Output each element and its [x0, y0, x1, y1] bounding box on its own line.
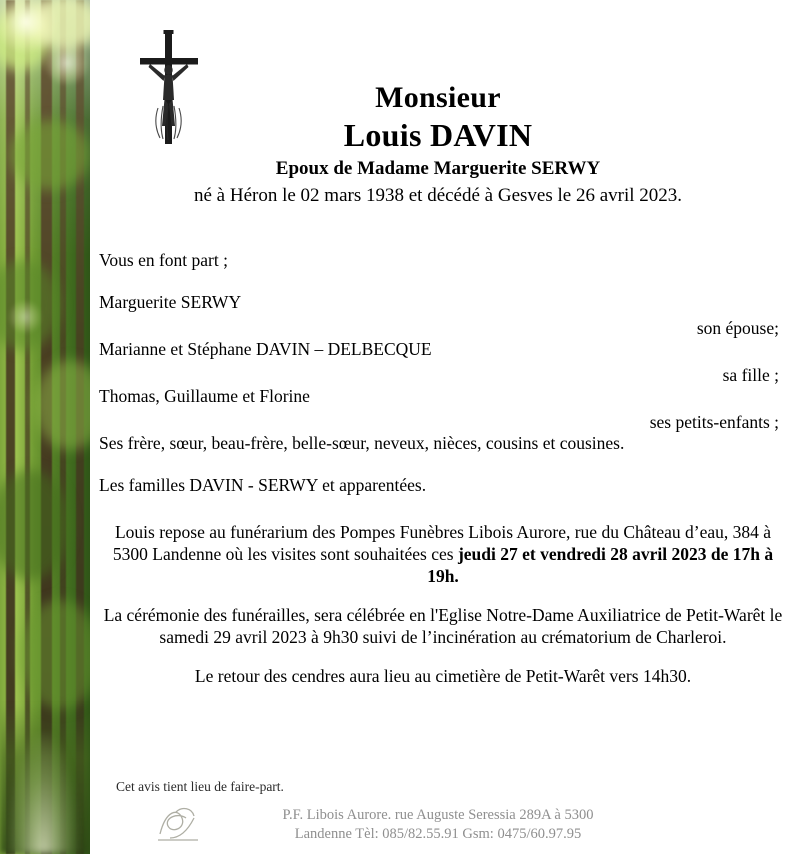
company-line-1: P.F. Libois Aurore. rue Auguste Seressia 289A à 5300 — [282, 807, 594, 823]
ceremony-paragraph: La cérémonie des funérailles, sera célébrée en l'Eglise Notre-Dame Auxiliatrice de Petit-Warêt le samedi 29 avril 2023 à 9h30 suivi de l’incinération au crématorium de Charleroi. — [103, 605, 783, 647]
footer-company-info — [90, 806, 786, 854]
sunlight-glow — [8, 300, 42, 334]
family-entry-names: Marguerite SERWY — [99, 292, 242, 312]
notice-content — [90, 0, 786, 854]
birth-death-line: né à Héron le 02 mars 1938 et décédé à Gesves le 26 avril 2023. — [193, 185, 683, 206]
forest-photo-band — [0, 0, 90, 854]
repose-paragraph — [99, 521, 786, 587]
family-entry-names: Thomas, Guillaume et Florine — [99, 386, 310, 406]
title-block — [90, 80, 786, 209]
announcement-block — [99, 250, 779, 496]
siblings-line: Ses frère, sœur, beau-frère, belle-sœur, neveux, nièces, cousins et cousines. — [99, 433, 625, 453]
honorific: Monsieur — [375, 81, 501, 114]
service-details — [99, 521, 786, 687]
foliage-blob — [10, 120, 90, 190]
family-entry-names: Marianne et Stéphane DAVIN – DELBECQUE — [99, 339, 432, 359]
ashes-paragraph: Le retour des cendres aura lieu au cimetière de Petit-Warêt vers 14h30. — [194, 666, 692, 686]
footer-note: Cet avis tient lieu de faire-part. — [116, 779, 284, 794]
company-line-2: Landenne Tèl: 085/82.55.91 Gsm: 0475/60.97.95 — [294, 826, 582, 842]
repose-text: Louis repose au funérarium des Pompes Funèbres Libois Aurore, rue du Château d’eau, 384 à 5300 Landenne où les visites sont souhaitées ces — [112, 522, 772, 564]
foliage-blob — [20, 600, 90, 710]
family-entry-relation: son épouse; — [696, 318, 779, 338]
deceased-name: Louis DAVIN — [343, 117, 533, 153]
families-line: Les familles DAVIN - SERWY et apparentées. — [99, 475, 427, 495]
announcement-intro: Vous en font part ; — [99, 250, 228, 270]
family-entry-relation: ses petits-enfants ; — [649, 412, 779, 432]
sunlight-glow — [44, 40, 90, 86]
forest-path-light — [8, 734, 78, 854]
spouse-line: Epoux de Madame Marguerite SERWY — [275, 158, 601, 179]
repose-visit-times: jeudi 27 et vendredi 28 avril 2023 de 17h à 19h. — [427, 544, 774, 586]
family-entry-relation: sa fille ; — [722, 365, 779, 385]
